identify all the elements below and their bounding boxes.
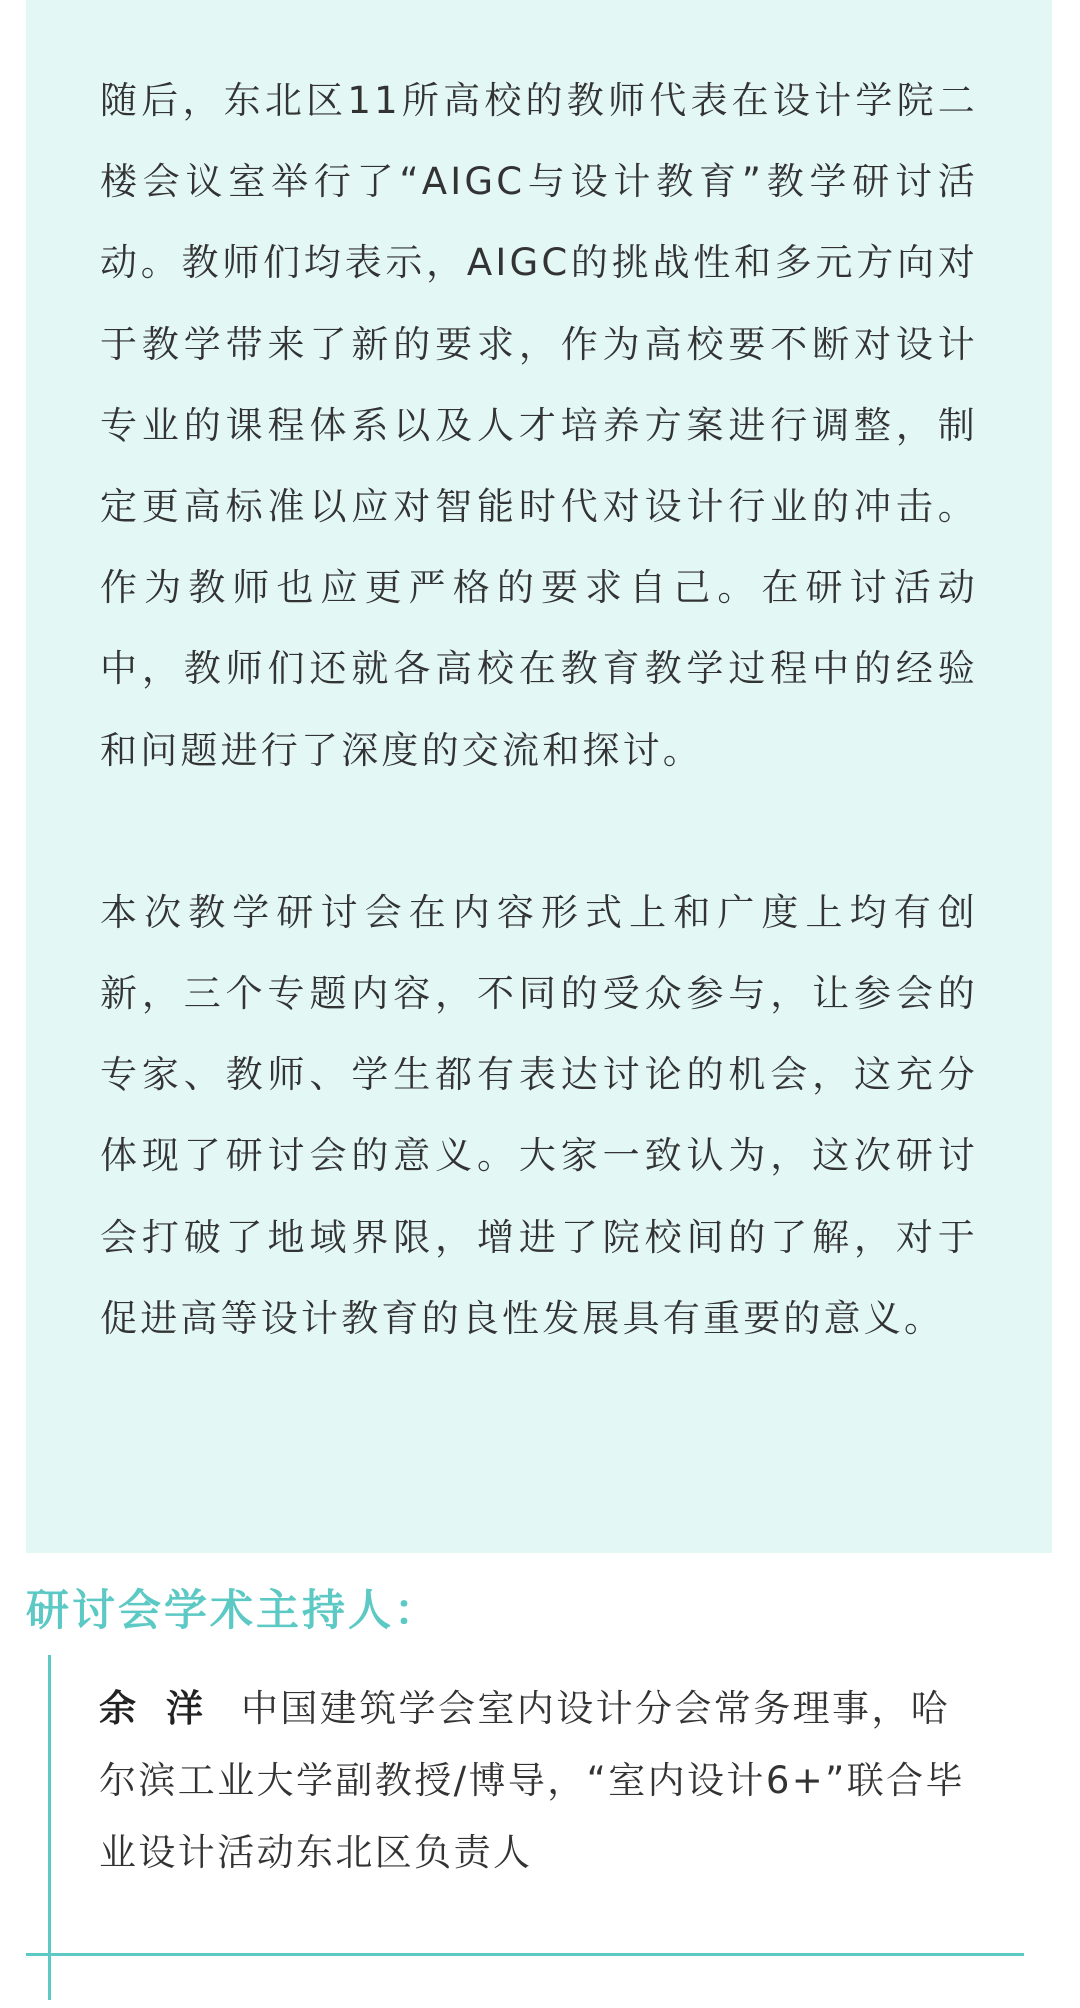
host-description: 中国建筑学会室内设计分会常务理事，哈尔滨工业大学副教授/博导，“室内设计6+”联合毕业设计活动东北区负责人 — [99, 1687, 965, 1874]
horizontal-divider — [26, 1953, 1024, 1956]
section-title-host: 研讨会学术主持人： — [26, 1586, 440, 1636]
article-paragraph-2: 本次教学研讨会在内容形式上和广度上均有创新，三个专题内容，不同的受众参与，让参会的专家、教师、学生都有表达讨论的机会，这充分体现了研讨会的意义。大家一致认为，这次研讨会打破了地域界限，增进了院校间的了解，对于促进高等设计教育的良性发展具有重要的意义。 — [100, 890, 978, 1340]
host-info-text — [99, 1673, 979, 1889]
host-name: 余洋 — [99, 1687, 233, 1730]
article-paragraph-1: 随后，东北区11所高校的教师代表在设计学院二楼会议室举行了“AIGC与设计教育”教学研讨活动。教师们均表示，AIGC的挑战性和多元方向对于教学带来了新的要求，作为高校要不断对设计专业的课程体系以及人才培养方案进行调整，制定更高标准以应对智能时代对设计行业的冲击。作为教师也应更严格的要求自己。在研讨活动中，教师们还就各高校在教育教学过程中的经验和问题进行了深度的交流和探讨。 — [100, 79, 978, 772]
article-text-panel — [26, 0, 1052, 1553]
host-info-block — [0, 1655, 1080, 2008]
vertical-divider — [48, 1655, 51, 2000]
